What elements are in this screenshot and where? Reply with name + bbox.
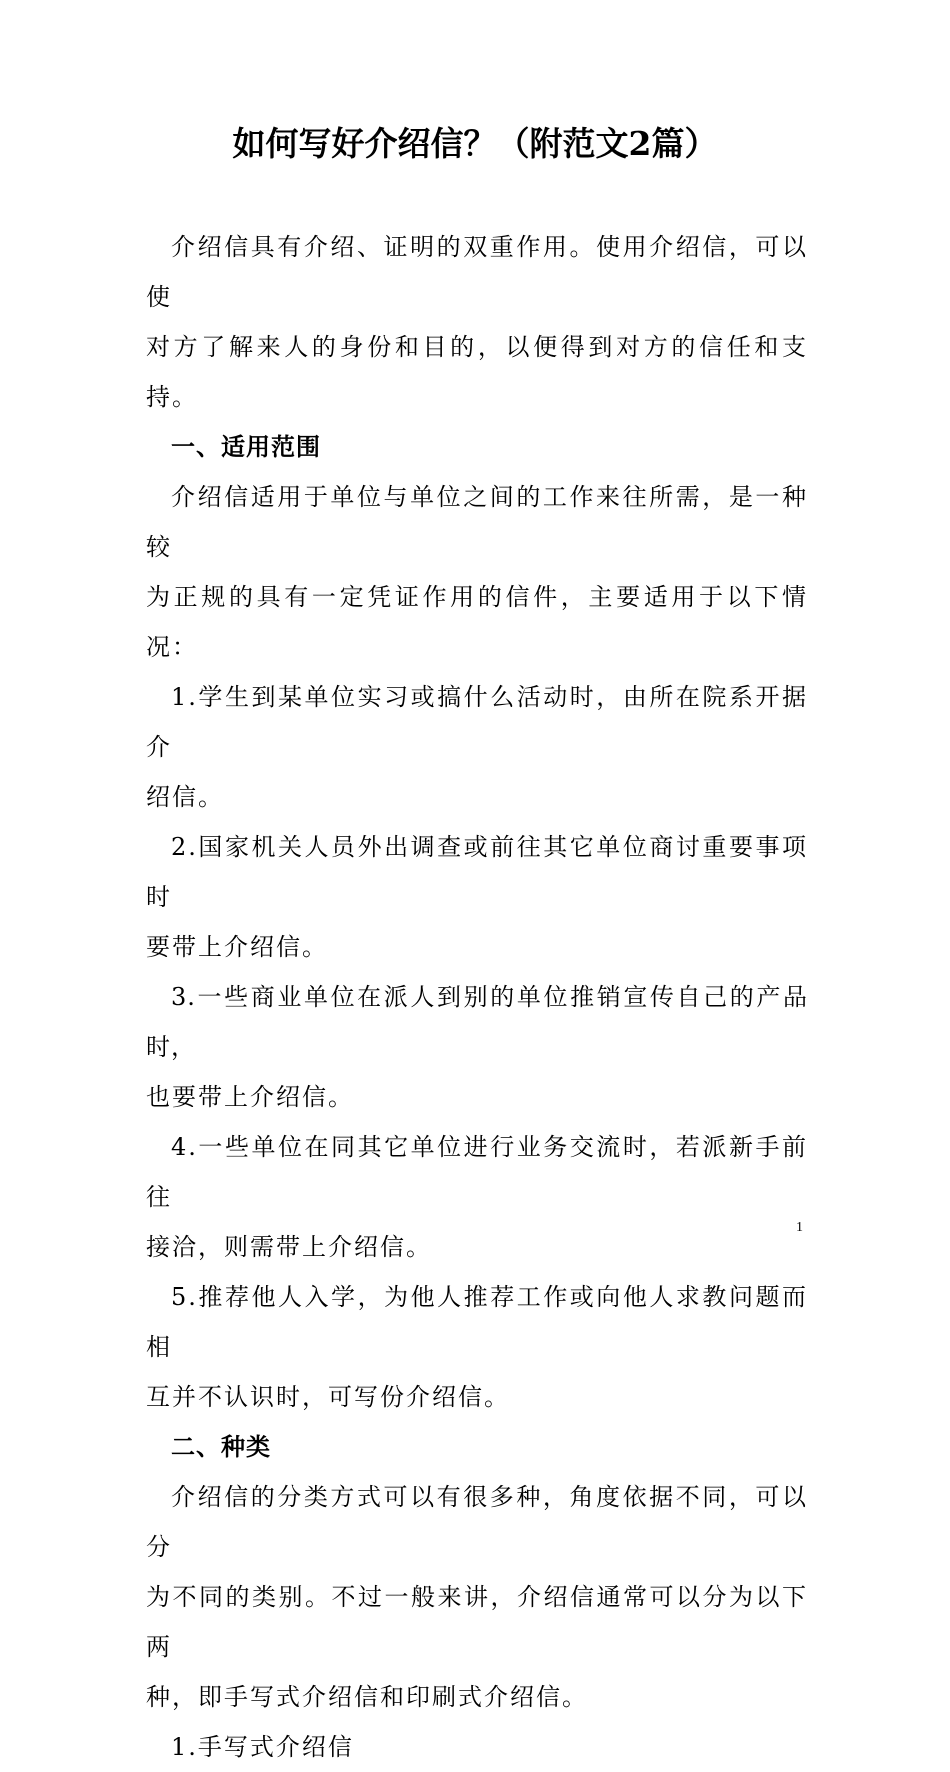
page-number: 1: [796, 1220, 803, 1235]
list-item: [146, 672, 808, 822]
section-heading-scope: 一、适用范围: [171, 433, 321, 461]
text-line: 种，即手写式介绍信和印刷式介绍信。: [146, 1683, 588, 1711]
text-line: 1.学生到某单位实习或搞什么活动时，由所在院系开据介: [146, 683, 808, 761]
text-line: 为不同的类别。不过一般来讲，介绍信通常可以分为以下两: [146, 1583, 808, 1661]
text-line: 绍信。: [146, 783, 224, 811]
text-line: 接洽，则需带上介绍信。: [146, 1233, 432, 1261]
text-line: 要带上介绍信。: [146, 933, 328, 961]
text-line: 对方了解来人的身份和目的，以便得到对方的信任和支持。: [146, 333, 808, 411]
text-line: 4.一些单位在同其它单位进行业务交流时，若派新手前往: [146, 1133, 808, 1211]
list-item: [146, 1272, 808, 1422]
text-line: 3.一些商业单位在派人到别的单位推销宣传自己的产品时，: [146, 983, 808, 1061]
intro-paragraph: [146, 222, 808, 422]
text-line: 介绍信的分类方式可以有很多种，角度依据不同，可以分: [146, 1483, 808, 1561]
text-line: 2.国家机关人员外出调查或前往其它单位商讨重要事项时: [146, 833, 808, 911]
document-body: [146, 222, 808, 1772]
document-title: 如何写好介绍信？（附范文2篇）: [232, 124, 718, 163]
list-item: [146, 972, 808, 1122]
section-heading-types: 二、种类: [171, 1433, 271, 1461]
text-line: 介绍信具有介绍、证明的双重作用。使用介绍信，可以使: [146, 233, 808, 311]
text-line: 介绍信适用于单位与单位之间的工作来往所需，是一种较: [146, 483, 808, 561]
text-line: 为正规的具有一定凭证作用的信件，主要适用于以下情况：: [146, 583, 808, 661]
list-item: [146, 1122, 808, 1272]
text-line: 5.推荐他人入学，为他人推荐工作或向他人求教问题而相: [146, 1283, 808, 1361]
subsection-handwritten: 1.手写式介绍信: [171, 1733, 354, 1761]
list-item: [146, 822, 808, 972]
text-line: 也要带上介绍信。: [146, 1083, 354, 1111]
text-line: 互并不认识时，可写份介绍信。: [146, 1383, 510, 1411]
scope-description: [146, 472, 808, 672]
types-description: [146, 1472, 808, 1722]
